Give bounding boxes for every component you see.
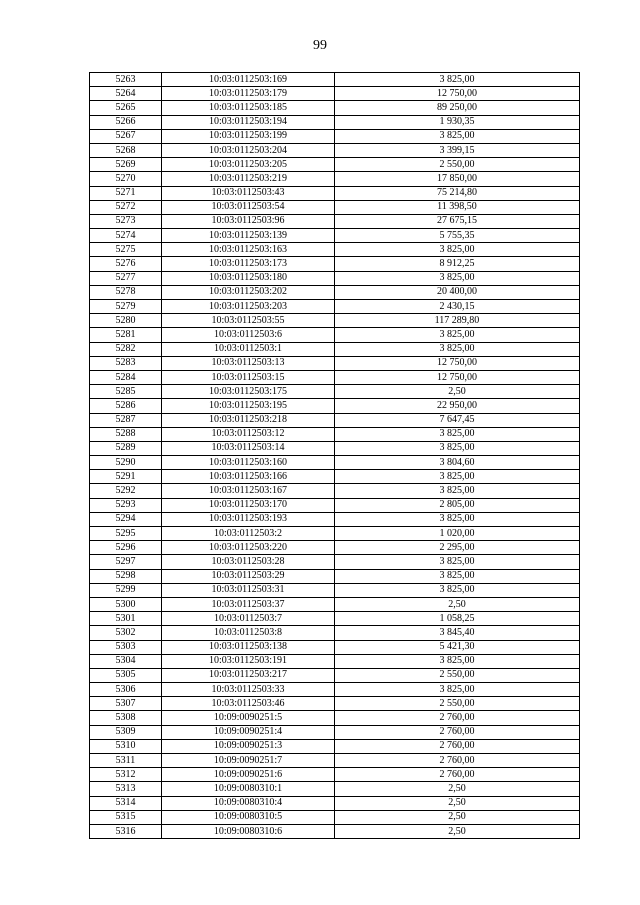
row-number-cell: 5280	[90, 314, 162, 328]
cadastral-number-cell: 10:03:0112503:185	[162, 101, 335, 115]
amount-cell: 12 750,00	[335, 356, 580, 370]
table-row	[90, 427, 580, 441]
row-number-cell: 5275	[90, 243, 162, 257]
cadastral-number-cell: 10:09:0090251:4	[162, 725, 335, 739]
row-number-cell: 5291	[90, 470, 162, 484]
cadastral-number-cell: 10:03:0112503:179	[162, 87, 335, 101]
row-number-cell: 5305	[90, 668, 162, 682]
cadastral-number-cell: 10:03:0112503:33	[162, 683, 335, 697]
table-row	[90, 257, 580, 271]
amount-cell: 5 755,35	[335, 229, 580, 243]
cadastral-number-cell: 10:03:0112503:169	[162, 73, 335, 87]
cadastral-number-cell: 10:03:0112503:13	[162, 356, 335, 370]
row-number-cell: 5304	[90, 654, 162, 668]
amount-cell: 7 647,45	[335, 413, 580, 427]
amount-cell: 12 750,00	[335, 87, 580, 101]
cadastral-number-cell: 10:03:0112503:191	[162, 654, 335, 668]
amount-cell: 3 825,00	[335, 569, 580, 583]
table-row	[90, 300, 580, 314]
table-row	[90, 285, 580, 299]
amount-cell: 2 760,00	[335, 754, 580, 768]
amount-cell: 89 250,00	[335, 101, 580, 115]
amount-cell: 2,50	[335, 385, 580, 399]
row-number-cell: 5294	[90, 512, 162, 526]
amount-cell: 3 845,40	[335, 626, 580, 640]
row-number-cell: 5263	[90, 73, 162, 87]
row-number-cell: 5293	[90, 498, 162, 512]
row-number-cell: 5269	[90, 158, 162, 172]
row-number-cell: 5301	[90, 612, 162, 626]
table-row	[90, 328, 580, 342]
row-number-cell: 5286	[90, 399, 162, 413]
table-row	[90, 214, 580, 228]
row-number-cell: 5296	[90, 541, 162, 555]
table-row	[90, 129, 580, 143]
cadastral-number-cell: 10:03:0112503:8	[162, 626, 335, 640]
amount-cell: 3 825,00	[335, 271, 580, 285]
cadastral-number-cell: 10:03:0112503:220	[162, 541, 335, 555]
table-row	[90, 754, 580, 768]
amount-cell: 3 825,00	[335, 654, 580, 668]
table-row	[90, 597, 580, 611]
row-number-cell: 5298	[90, 569, 162, 583]
amount-cell: 1 020,00	[335, 527, 580, 541]
cadastral-number-cell: 10:03:0112503:31	[162, 583, 335, 597]
cadastral-number-cell: 10:03:0112503:218	[162, 413, 335, 427]
table-row	[90, 370, 580, 384]
cadastral-number-cell: 10:03:0112503:163	[162, 243, 335, 257]
amount-cell: 3 825,00	[335, 484, 580, 498]
row-number-cell: 5309	[90, 725, 162, 739]
amount-cell: 2 295,00	[335, 541, 580, 555]
table-row	[90, 626, 580, 640]
amount-cell: 2,50	[335, 597, 580, 611]
table-row	[90, 697, 580, 711]
cadastral-number-cell: 10:09:0090251:5	[162, 711, 335, 725]
row-number-cell: 5303	[90, 640, 162, 654]
amount-cell: 3 825,00	[335, 243, 580, 257]
amount-cell: 17 850,00	[335, 172, 580, 186]
row-number-cell: 5292	[90, 484, 162, 498]
table-row	[90, 668, 580, 682]
amount-cell: 3 825,00	[335, 129, 580, 143]
amount-cell: 2 805,00	[335, 498, 580, 512]
amount-cell: 2 760,00	[335, 768, 580, 782]
amount-cell: 22 950,00	[335, 399, 580, 413]
cadastral-number-cell: 10:09:0090251:7	[162, 754, 335, 768]
row-number-cell: 5278	[90, 285, 162, 299]
cadastral-number-cell: 10:03:0112503:1	[162, 342, 335, 356]
table-row	[90, 541, 580, 555]
cadastral-number-cell: 10:03:0112503:205	[162, 158, 335, 172]
row-number-cell: 5290	[90, 456, 162, 470]
amount-cell: 3 804,60	[335, 456, 580, 470]
row-number-cell: 5299	[90, 583, 162, 597]
row-number-cell: 5311	[90, 754, 162, 768]
cadastral-number-cell: 10:03:0112503:217	[162, 668, 335, 682]
row-number-cell: 5264	[90, 87, 162, 101]
amount-cell: 2 550,00	[335, 158, 580, 172]
table-row	[90, 441, 580, 455]
cadastral-number-cell: 10:03:0112503:37	[162, 597, 335, 611]
row-number-cell: 5297	[90, 555, 162, 569]
table-row	[90, 512, 580, 526]
cadastral-number-cell: 10:03:0112503:139	[162, 229, 335, 243]
cadastral-number-cell: 10:03:0112503:167	[162, 484, 335, 498]
amount-cell: 2,50	[335, 810, 580, 824]
table-row	[90, 399, 580, 413]
row-number-cell: 5268	[90, 143, 162, 157]
cadastral-number-cell: 10:03:0112503:15	[162, 370, 335, 384]
amount-cell: 75 214,80	[335, 186, 580, 200]
table-row	[90, 172, 580, 186]
amount-cell: 2 760,00	[335, 711, 580, 725]
row-number-cell: 5281	[90, 328, 162, 342]
amount-cell: 3 825,00	[335, 512, 580, 526]
cadastral-number-cell: 10:03:0112503:7	[162, 612, 335, 626]
row-number-cell: 5284	[90, 370, 162, 384]
row-number-cell: 5266	[90, 115, 162, 129]
table-row	[90, 569, 580, 583]
table-row	[90, 342, 580, 356]
amount-cell: 3 825,00	[335, 683, 580, 697]
cadastral-number-cell: 10:03:0112503:14	[162, 441, 335, 455]
amount-cell: 2,50	[335, 824, 580, 838]
row-number-cell: 5272	[90, 200, 162, 214]
row-number-cell: 5265	[90, 101, 162, 115]
table-row	[90, 456, 580, 470]
table-row	[90, 87, 580, 101]
amount-cell: 3 825,00	[335, 555, 580, 569]
amount-cell: 2 760,00	[335, 739, 580, 753]
table-row	[90, 413, 580, 427]
table-row	[90, 73, 580, 87]
row-number-cell: 5310	[90, 739, 162, 753]
row-number-cell: 5315	[90, 810, 162, 824]
table-row	[90, 527, 580, 541]
cadastral-number-cell: 10:03:0112503:203	[162, 300, 335, 314]
amount-cell: 2,50	[335, 796, 580, 810]
cadastral-number-cell: 10:03:0112503:195	[162, 399, 335, 413]
amount-cell: 3 825,00	[335, 441, 580, 455]
cadastral-number-cell: 10:03:0112503:96	[162, 214, 335, 228]
row-number-cell: 5313	[90, 782, 162, 796]
table-row	[90, 186, 580, 200]
amount-cell: 2 550,00	[335, 697, 580, 711]
table-row	[90, 711, 580, 725]
cadastral-number-cell: 10:03:0112503:170	[162, 498, 335, 512]
amount-cell: 3 825,00	[335, 73, 580, 87]
table-row	[90, 498, 580, 512]
cadastral-number-cell: 10:03:0112503:12	[162, 427, 335, 441]
cadastral-number-cell: 10:03:0112503:28	[162, 555, 335, 569]
table-row	[90, 243, 580, 257]
table-row	[90, 810, 580, 824]
cadastral-number-cell: 10:03:0112503:173	[162, 257, 335, 271]
cadastral-number-cell: 10:03:0112503:180	[162, 271, 335, 285]
cadastral-number-cell: 10:03:0112503:2	[162, 527, 335, 541]
amount-cell: 2 760,00	[335, 725, 580, 739]
table-row	[90, 583, 580, 597]
row-number-cell: 5300	[90, 597, 162, 611]
cadastral-number-cell: 10:03:0112503:202	[162, 285, 335, 299]
cadastral-number-cell: 10:03:0112503:204	[162, 143, 335, 157]
cadastral-number-cell: 10:09:0080310:1	[162, 782, 335, 796]
cadastral-number-cell: 10:09:0080310:6	[162, 824, 335, 838]
cadastral-number-cell: 10:03:0112503:194	[162, 115, 335, 129]
cadastral-number-cell: 10:03:0112503:55	[162, 314, 335, 328]
table-row	[90, 725, 580, 739]
table-row	[90, 683, 580, 697]
amount-cell: 11 398,50	[335, 200, 580, 214]
table-row	[90, 271, 580, 285]
row-number-cell: 5288	[90, 427, 162, 441]
amount-cell: 1 058,25	[335, 612, 580, 626]
amount-cell: 3 825,00	[335, 470, 580, 484]
cadastral-number-cell: 10:03:0112503:29	[162, 569, 335, 583]
cadastral-number-cell: 10:03:0112503:219	[162, 172, 335, 186]
table-row	[90, 385, 580, 399]
row-number-cell: 5274	[90, 229, 162, 243]
table-row	[90, 654, 580, 668]
cadastral-number-cell: 10:03:0112503:199	[162, 129, 335, 143]
amount-cell: 27 675,15	[335, 214, 580, 228]
table-row	[90, 143, 580, 157]
table-row	[90, 200, 580, 214]
table-row	[90, 768, 580, 782]
table-row	[90, 356, 580, 370]
table-row	[90, 101, 580, 115]
amount-cell: 12 750,00	[335, 370, 580, 384]
row-number-cell: 5287	[90, 413, 162, 427]
amount-cell: 3 399,15	[335, 143, 580, 157]
cadastral-number-cell: 10:03:0112503:43	[162, 186, 335, 200]
cadastral-number-cell: 10:09:0090251:6	[162, 768, 335, 782]
table-row	[90, 782, 580, 796]
table-row	[90, 612, 580, 626]
row-number-cell: 5306	[90, 683, 162, 697]
row-number-cell: 5270	[90, 172, 162, 186]
row-number-cell: 5295	[90, 527, 162, 541]
table-row	[90, 796, 580, 810]
data-table	[89, 72, 580, 839]
table-row	[90, 229, 580, 243]
table-row	[90, 158, 580, 172]
amount-cell: 2 430,15	[335, 300, 580, 314]
cadastral-number-cell: 10:03:0112503:138	[162, 640, 335, 654]
amount-cell: 5 421,30	[335, 640, 580, 654]
row-number-cell: 5271	[90, 186, 162, 200]
row-number-cell: 5302	[90, 626, 162, 640]
amount-cell: 1 930,35	[335, 115, 580, 129]
table-row	[90, 555, 580, 569]
row-number-cell: 5267	[90, 129, 162, 143]
cadastral-number-cell: 10:03:0112503:160	[162, 456, 335, 470]
amount-cell: 3 825,00	[335, 342, 580, 356]
row-number-cell: 5283	[90, 356, 162, 370]
cadastral-number-cell: 10:09:0080310:4	[162, 796, 335, 810]
cadastral-number-cell: 10:03:0112503:193	[162, 512, 335, 526]
table-row	[90, 640, 580, 654]
amount-cell: 8 912,25	[335, 257, 580, 271]
amount-cell: 117 289,80	[335, 314, 580, 328]
row-number-cell: 5277	[90, 271, 162, 285]
row-number-cell: 5279	[90, 300, 162, 314]
cadastral-number-cell: 10:03:0112503:46	[162, 697, 335, 711]
amount-cell: 3 825,00	[335, 583, 580, 597]
row-number-cell: 5276	[90, 257, 162, 271]
cadastral-number-cell: 10:09:0090251:3	[162, 739, 335, 753]
row-number-cell: 5285	[90, 385, 162, 399]
row-number-cell: 5312	[90, 768, 162, 782]
row-number-cell: 5273	[90, 214, 162, 228]
amount-cell: 3 825,00	[335, 328, 580, 342]
cadastral-number-cell: 10:03:0112503:175	[162, 385, 335, 399]
page-number: 99	[313, 38, 327, 53]
table-row	[90, 824, 580, 838]
table-row	[90, 470, 580, 484]
amount-cell: 2,50	[335, 782, 580, 796]
table-body	[90, 73, 580, 839]
row-number-cell: 5314	[90, 796, 162, 810]
row-number-cell: 5316	[90, 824, 162, 838]
amount-cell: 20 400,00	[335, 285, 580, 299]
table-row	[90, 739, 580, 753]
table-row	[90, 314, 580, 328]
row-number-cell: 5308	[90, 711, 162, 725]
table-row	[90, 484, 580, 498]
amount-cell: 3 825,00	[335, 427, 580, 441]
cadastral-number-cell: 10:03:0112503:54	[162, 200, 335, 214]
table-row	[90, 115, 580, 129]
cadastral-number-cell: 10:09:0080310:5	[162, 810, 335, 824]
row-number-cell: 5307	[90, 697, 162, 711]
row-number-cell: 5289	[90, 441, 162, 455]
amount-cell: 2 550,00	[335, 668, 580, 682]
cadastral-number-cell: 10:03:0112503:166	[162, 470, 335, 484]
cadastral-number-cell: 10:03:0112503:6	[162, 328, 335, 342]
row-number-cell: 5282	[90, 342, 162, 356]
